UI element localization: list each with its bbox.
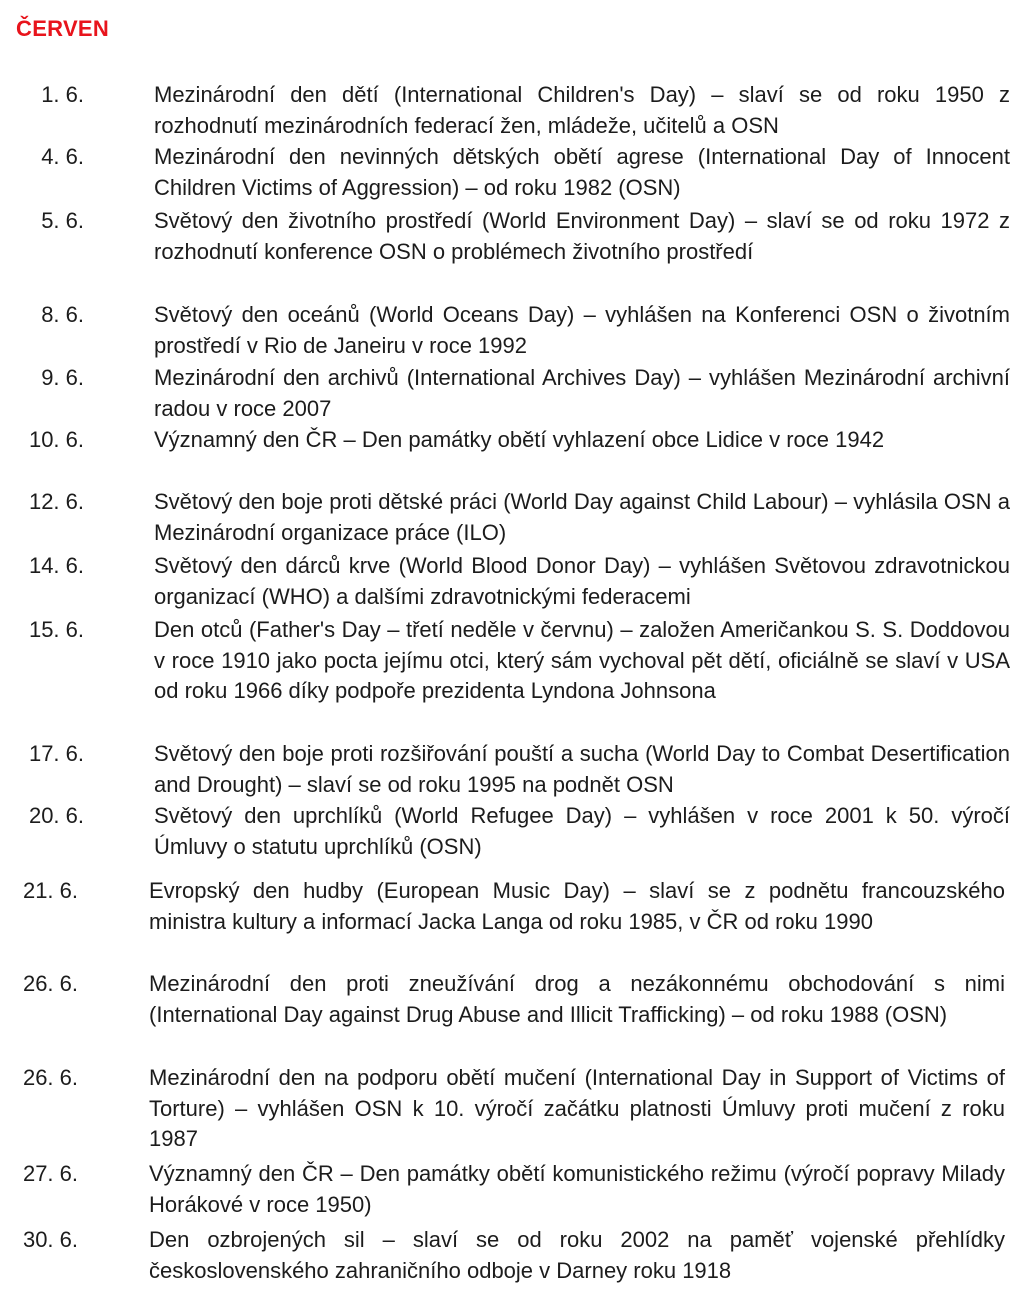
entry-date: 17. 6. bbox=[28, 741, 84, 766]
entry-text: Významný den ČR – Den památky obětí komunistického režimu (výročí popravy Milady Horákové v roce 1950) bbox=[149, 1161, 1005, 1217]
entry-date: 21. 6. bbox=[22, 878, 78, 903]
entry-text: Světový den boje proti rozšiřování pouští a sucha (World Day to Combat Desertification and Drought) – slaví se od roku 1995 na podnět OSN bbox=[154, 741, 1010, 797]
entry-text: Evropský den hudby (European Music Day) – slaví se z podnětu francouzského ministra kultury a informací Jacka Langa od roku 1985, v ČR od roku 1990 bbox=[149, 878, 1005, 934]
entry-text: Významný den ČR – Den památky obětí vyhlazení obce Lidice v roce 1942 bbox=[154, 427, 885, 452]
entry-date: 20. 6. bbox=[28, 803, 84, 828]
entry-date: 10. 6. bbox=[28, 427, 84, 452]
entry-date: 9. 6. bbox=[41, 365, 84, 390]
entry-date: 14. 6. bbox=[28, 553, 84, 578]
entry-date: 15. 6. bbox=[28, 617, 84, 642]
entry-text: Mezinárodní den dětí (International Children's Day) – slaví se od roku 1950 z rozhodnutí mezinárodních federací žen, mládeže, učitelů a OSN bbox=[154, 82, 1010, 138]
entry-date: 26. 6. bbox=[22, 971, 78, 996]
entry-text: Mezinárodní den na podporu obětí mučení (International Day in Support of Victims of Torture) – vyhlášen OSN k 10. výročí začátku platnosti Úmluvy proti mučení z roku 1987 bbox=[149, 1065, 1005, 1151]
entry-text: Světový den životního prostředí (World Environment Day) – slaví se od roku 1972 z rozhodnutí konference OSN o problémech životního prostředí bbox=[154, 208, 1010, 264]
entry-date: 4. 6. bbox=[41, 144, 84, 169]
entry-text: Mezinárodní den proti zneužívání drog a nezákonnému obchodování s nimi (International Day against Drug Abuse and Illicit Trafficking) – od roku 1988 (OSN) bbox=[149, 971, 1005, 1027]
entry-date: 26. 6. bbox=[22, 1065, 78, 1090]
month-heading: ČERVEN bbox=[16, 16, 110, 41]
entry-text: Den ozbrojených sil – slaví se od roku 2002 na paměť vojenské přehlídky československého zahraničního odboje v Darney roku 1918 bbox=[149, 1227, 1005, 1283]
entry-text: Mezinárodní den nevinných dětských obětí agrese (International Day of Innocent Children Victims of Aggression) – od roku 1982 (OSN) bbox=[154, 144, 1010, 200]
entry-date: 5. 6. bbox=[41, 208, 84, 233]
entry-date: 27. 6. bbox=[22, 1161, 78, 1186]
entry-date: 8. 6. bbox=[41, 302, 84, 327]
entry-text: Světový den boje proti dětské práci (World Day against Child Labour) – vyhlásila OSN a Mezinárodní organizace práce (ILO) bbox=[154, 489, 1010, 545]
entry-date: 30. 6. bbox=[22, 1227, 78, 1252]
entry-text: Světový den oceánů (World Oceans Day) – vyhlášen na Konferenci OSN o životním prostředí v Rio de Janeiru v roce 1992 bbox=[154, 302, 1010, 358]
entry-text: Světový den uprchlíků (World Refugee Day) – vyhlášen v roce 2001 k 50. výročí Úmluvy o statutu uprchlíků (OSN) bbox=[154, 803, 1010, 859]
entry-text: Den otců (Father's Day – třetí neděle v červnu) – založen Američankou S. S. Doddovou v roce 1910 jako pocta jejímu otci, který sám vychoval pět dětí, oficiálně se slaví v USA od roku 1966 díky podpoře prezidenta Lyndona Johnsona bbox=[154, 617, 1010, 703]
entry-date: 12. 6. bbox=[28, 489, 84, 514]
entry-text: Mezinárodní den archivů (International Archives Day) – vyhlášen Mezinárodní archivní radou v roce 2007 bbox=[154, 365, 1010, 421]
entry-text: Světový den dárců krve (World Blood Donor Day) – vyhlášen Světovou zdravotnickou organizací (WHO) a dalšími zdravotnickými federacemi bbox=[154, 553, 1010, 609]
entry-date: 1. 6. bbox=[41, 82, 84, 107]
